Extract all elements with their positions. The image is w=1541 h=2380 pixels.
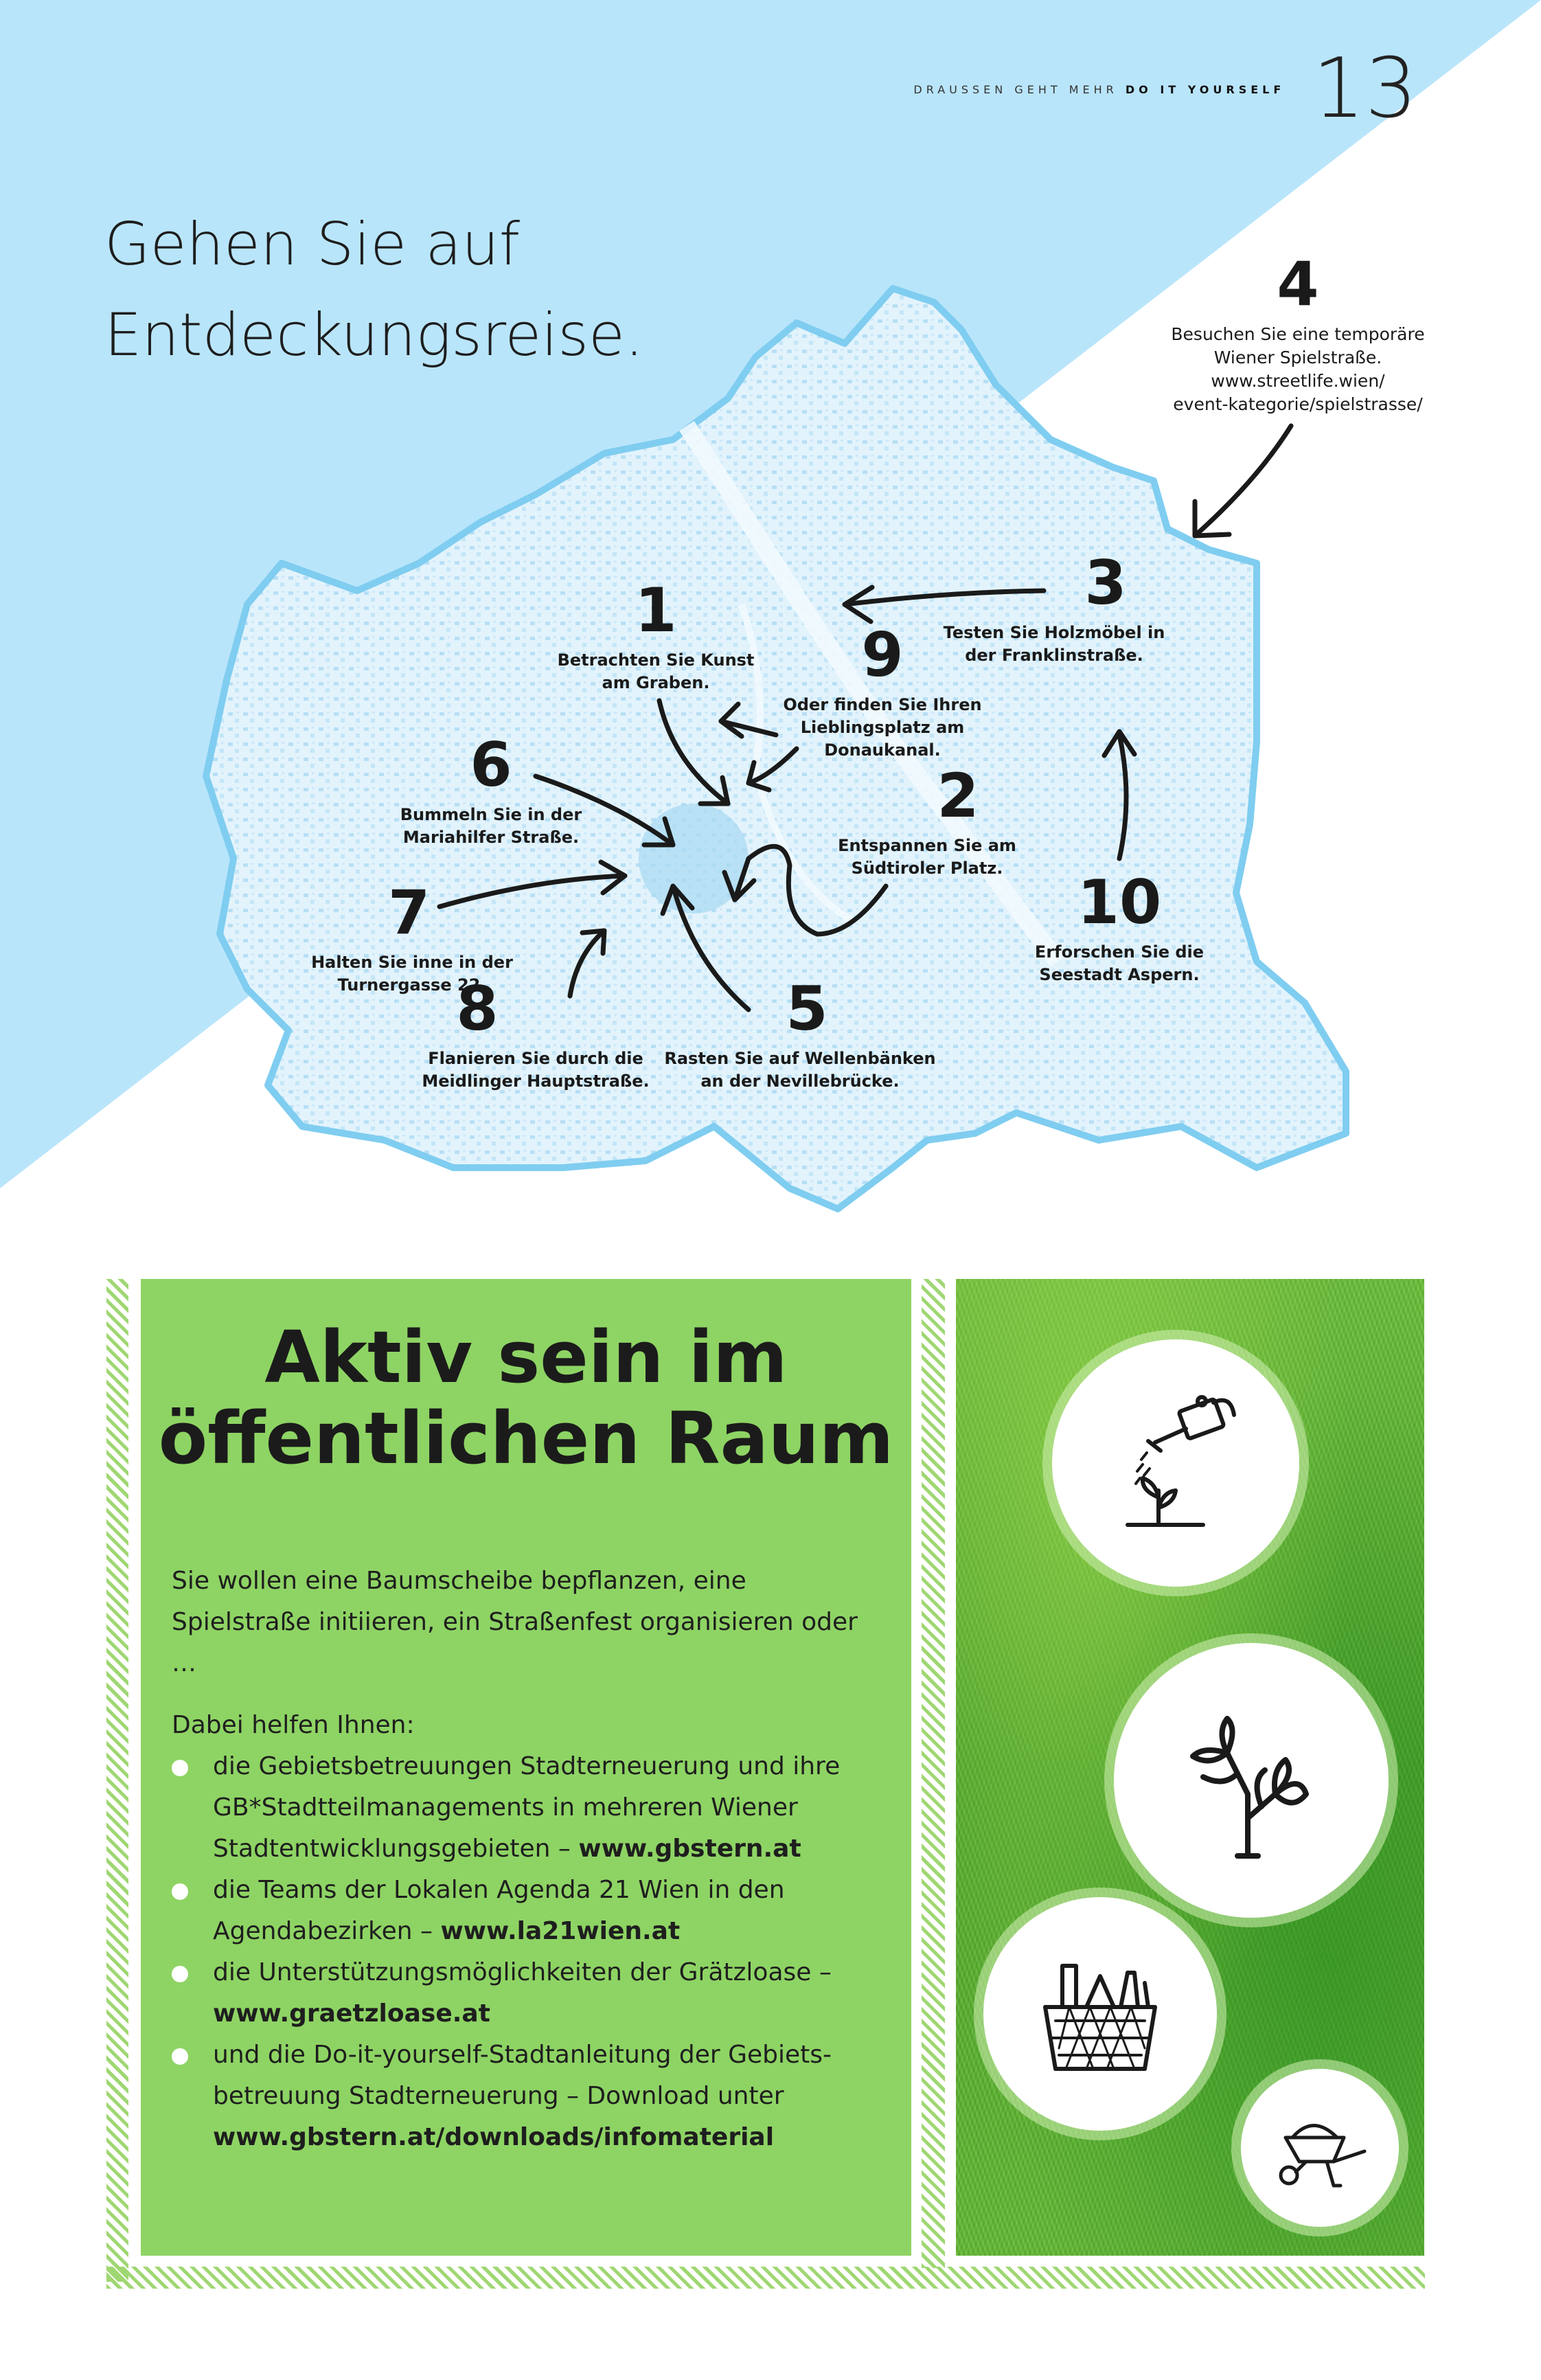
stop-4 xyxy=(1154,249,1442,416)
bullet-icon xyxy=(172,1760,188,1776)
link-graetzloase[interactable]: www.graetzloase.at xyxy=(213,1999,490,2028)
list-item: die Teams der Lokalen Agenda 21 Wien in den Agendabezirken – www.la21wien.at xyxy=(172,1870,858,1952)
list-item: die Unterstützungsmöglichkeiten der Grätzloase – www.graetzloase.at xyxy=(172,1952,858,2035)
stop-number: 4 xyxy=(1277,249,1319,319)
bullet-icon xyxy=(172,2048,188,2065)
link-download[interactable]: www.gbstern.at/downloads/infomaterial xyxy=(213,2123,775,2151)
stop-text: Entspannen Sie am Südtiroler Platz. xyxy=(838,836,1016,878)
stop-text: Betrachten Sie Kunst am Graben. xyxy=(557,650,755,692)
stop-5 xyxy=(663,973,937,1093)
list-item: und die Do-it-yourself-Stadtanleitung der Gebiets-betreuung Stadterneuerung – Download unter www.gbstern.at/downloads/infomaterial xyxy=(172,2035,858,2158)
hatch-border-middle xyxy=(922,1279,945,2268)
watering-can-icon xyxy=(1100,1387,1251,1539)
picnic-basket-icon xyxy=(1031,1945,1169,2083)
stop-text: Testen Sie Holzmöbel in der Franklinstraße. xyxy=(943,623,1165,665)
list-item: die Gebietsbetreuungen Stadterneuerung und ihre GB*Stadtteilmanagements in mehreren Wiener Stadtentwicklungsgebieten – www.gbstern.at xyxy=(172,1746,858,1870)
stop-text: Oder finden Sie Ihren Lieblingsplatz am Donaukanal. xyxy=(783,695,982,760)
stop-number: 3 xyxy=(1084,547,1127,618)
tree-branch-icon xyxy=(1162,1691,1340,1870)
stop-number: 10 xyxy=(1077,867,1162,938)
stop-number: 5 xyxy=(786,973,828,1044)
stop-10 xyxy=(1023,867,1215,986)
grass-panel xyxy=(956,1279,1424,2256)
stop-number: 7 xyxy=(388,877,431,948)
stop-number: 9 xyxy=(861,620,904,690)
stop-text: Flanieren Sie durch die Meidlinger Hauptstraße. xyxy=(422,1049,650,1091)
stop-1 xyxy=(549,575,762,694)
stop-number: 2 xyxy=(937,760,979,831)
stop-8 xyxy=(419,973,652,1093)
bullet-icon xyxy=(172,1966,188,1982)
panel-body xyxy=(172,1561,858,2158)
stop-text: Bummeln Sie in der Mariahilfer Straße. xyxy=(400,805,582,847)
stop-number: 1 xyxy=(635,575,677,646)
panel-intro: Sie wollen eine Baumscheibe bepflanzen, eine Spielstraße initiieren, ein Straßenfest organisieren oder … xyxy=(172,1567,858,1677)
section-kicker: DRAUSSEN GEHT MEHR DO IT YOURSELF xyxy=(913,82,1286,96)
panel-title: Aktiv sein im öffentlichen Raum xyxy=(158,1315,894,1480)
page-number: 13 xyxy=(1312,41,1417,137)
watering-can-circle xyxy=(1052,1339,1299,1587)
bullet-icon xyxy=(172,1883,188,1900)
stop-text: Erforschen Sie die Seestadt Aspern. xyxy=(1034,942,1205,984)
hatch-border-bottom xyxy=(106,2267,1425,2289)
link-la21wien[interactable]: www.la21wien.at xyxy=(440,1917,681,1945)
stop-text: Rasten Sie auf Wellenbänken an der Nevillebrücke. xyxy=(664,1049,936,1091)
stop-number: 8 xyxy=(456,973,499,1044)
basket-circle xyxy=(983,1897,1217,2131)
wheelbarrow-circle xyxy=(1241,2069,1399,2227)
stop-text: Besuchen Sie eine temporäre Wiener Spielstraße. www.streetlife.wien/ event-kategorie/spielstrasse/ xyxy=(1171,324,1425,414)
stop-6 xyxy=(391,729,591,849)
help-list xyxy=(172,1746,858,2158)
wheelbarrow-icon xyxy=(1268,2096,1371,2199)
page-title: Gehen Sie auf Entdeckungsreise. xyxy=(104,210,644,370)
help-intro: Dabei helfen Ihnen: xyxy=(172,1711,415,1739)
stop-3 xyxy=(941,547,1167,667)
stop-text: Halten Sie inne in der Turnergasse 22. xyxy=(311,953,513,995)
stop-number: 6 xyxy=(470,729,512,800)
tree-circle xyxy=(1114,1643,1389,1918)
info-panel xyxy=(141,1279,911,2256)
stop-2 xyxy=(824,760,1030,880)
arrow-4 xyxy=(1195,426,1291,536)
link-gbstern[interactable]: www.gbstern.at xyxy=(578,1835,801,1863)
hatch-border-left xyxy=(106,1279,128,2282)
